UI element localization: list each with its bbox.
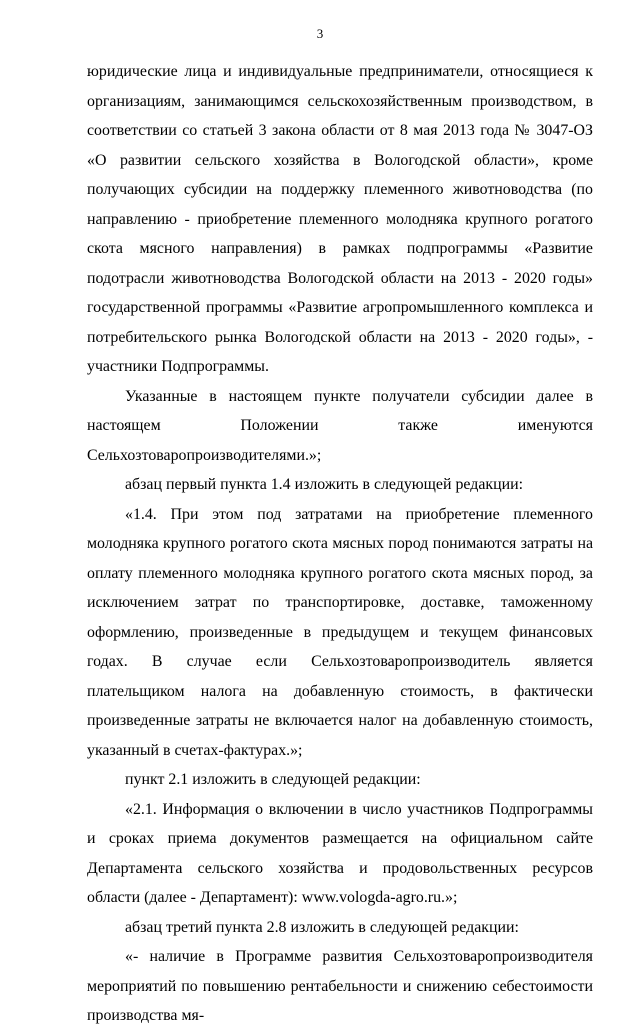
paragraph-clause-2-8: «- наличие в Программе развития Сельхозтоваропроизводителя мероприятий по повышению рентабельности и снижению себестоимости производства мя- (87, 948, 593, 1024)
paragraph-amend-1-4-intro: абзац первый пункта 1.4 изложить в следующей редакции: (125, 476, 524, 493)
paragraph-amend-2-1-intro: пункт 2.1 изложить в следующей редакции: (125, 771, 421, 788)
document-body (87, 57, 593, 1031)
page-number: 3 (316, 26, 324, 41)
paragraph-recipients-naming: Указанные в настоящем пункте получатели субсидии далее в настоящем Положении также именуются Сельхозтоваропроизводителями.»; (87, 387, 593, 464)
paragraph-clause-1-4: «1.4. При этом под затратами на приобретение племенного молодняка крупного рогатого скота мясных пород понимаются затраты на оплату племенного молодняка крупного рогатого скота мясных пород, за исключением затрат по транспортировке, доставке, таможенному оформлению, произведенные в предыдущем и текущем финансовых годах. В случае если Сельхозтоваропроизводитель является плательщиком налога на добавленную стоимость, в фактически произведенные затраты не включается налог на добавленную стоимость, указанный в счетах-фактурах.»; (87, 505, 593, 759)
paragraph-amend-2-8-intro: абзац третий пункта 2.8 изложить в следующей редакции: (125, 918, 519, 936)
paragraph-clause-2-1: «2.1. Информация о включении в число участников Подпрограммы и сроках приема документов размещается на официальном сайте Департамента сельского хозяйства и продовольственных ресурсов области (далее - Департамент): www.vologda-agro.ru.»; (87, 800, 593, 906)
paragraph-eligible-recipients: юридические лица и индивидуальные предприниматели, относящиеся к организациям, занимающимся сельскохозяйственным производством, в соответствии со статьей 3 закона области от 8 мая 2013 года № 3047-ОЗ «О развитии сельского хозяйства в Вологодской области», кроме получающих субсидии на поддержку племенного животноводства (по направлению - приобретение племенного молодняка крупного рогатого скота мясного направления) в рамках подпрограммы «Развитие подотрасли животноводства Вологодской области на 2013 - 2020 годы» государственной программы «Развитие агропромышленного комплекса и потребительского рынка Вологодской области на 2013 - 2020 годы», - участники Подпрограммы. (87, 63, 593, 375)
